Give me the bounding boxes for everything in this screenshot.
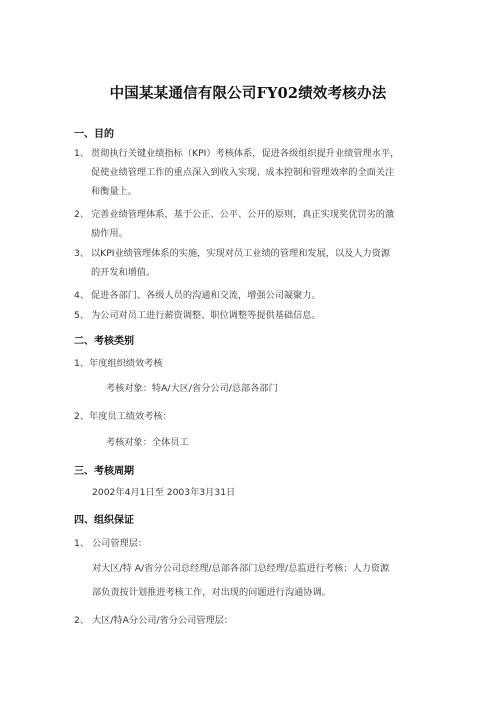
category-item: 1、年度组织绩效考核 — [74, 358, 163, 369]
paragraph-line: 励作用。 — [91, 228, 128, 239]
section-heading-purpose: 一、目的 — [74, 129, 114, 140]
category-target: 考核对象：全体员工 — [106, 437, 189, 448]
list-item-number: 2、 — [74, 209, 90, 220]
category-item: 2、年度员工绩效考核： — [74, 411, 172, 422]
paragraph-line: 完善业绩管理体系，基于公正、公平、公开的原则，真正实现奖优罚劣的激 — [91, 209, 395, 220]
list-item-number: 3、 — [74, 248, 90, 259]
paragraph-line: 和衡量上。 — [91, 186, 137, 197]
category-target: 考核对象：特A/大区/省分公司/总部各部门 — [106, 383, 278, 394]
paragraph-line: 以KPI业绩管理体系的实施，实现对员工业绩的管理和发展，以及人力资源 — [91, 248, 391, 259]
paragraph-line: 对大区/特 A/省分公司总经理/总部各部门总经理/总监进行考核；人力资源 — [92, 563, 390, 574]
period-text: 2002年4月1日至 2003年3月31日 — [92, 487, 236, 498]
organization-item: 2、 大区/特A分公司/省分公司管理层： — [74, 615, 234, 626]
section-heading-categories: 二、考核类别 — [74, 336, 134, 347]
paragraph-line: 部负责按计划推进考核工作，对出现的问题进行沟通协调。 — [92, 587, 331, 598]
list-item-number: 4、 — [74, 290, 90, 301]
paragraph-line: 促使业绩管理工作的重点深入到收入实现、成本控制和管理效率的全面关注 — [91, 167, 395, 178]
paragraph-line: 的开发和增值。 — [91, 267, 156, 278]
section-heading-organization: 四、组织保证 — [74, 515, 134, 526]
paragraph-line: 促进各部门、各级人员的沟通和交流，增强公司凝聚力。 — [91, 290, 321, 301]
document-title: 中国某某通信有限公司FY02绩效考核办法 — [109, 85, 387, 102]
organization-item: 1、 公司管理层： — [74, 538, 148, 549]
paragraph-line: 贯彻执行关键业绩指标（KPI）考核体系，促进各级组织提升业绩管理水平， — [91, 148, 400, 159]
section-heading-period: 三、考核周期 — [74, 466, 134, 477]
list-item-number: 1、 — [74, 148, 90, 159]
list-item-number: 5、 — [74, 310, 90, 321]
paragraph-line: 为公司对员工进行薪资调整、职位调整等提供基础信息。 — [91, 310, 321, 321]
